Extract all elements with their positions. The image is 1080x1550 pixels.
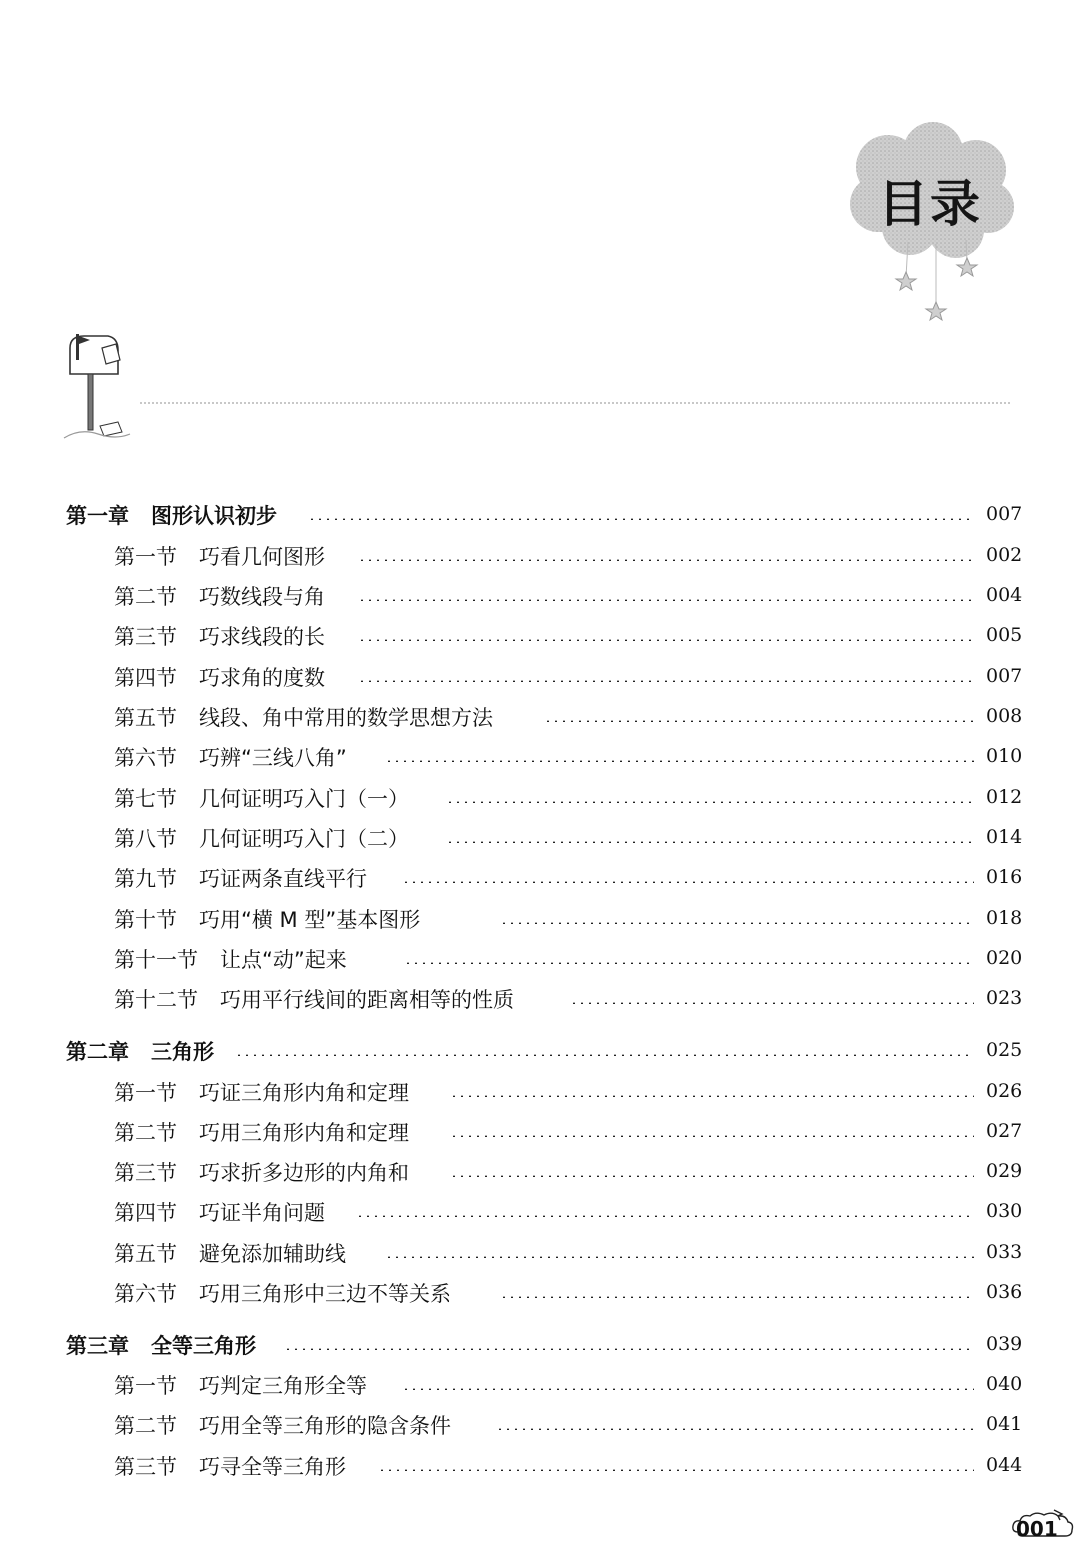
toc-chapter-row[interactable] <box>0 500 1080 534</box>
toc-entry-title: 巧求角的度数 <box>199 666 325 690</box>
toc-entry-title: 巧用“横 M 型”基本图形 <box>199 908 421 932</box>
toc-page-number: 010 <box>986 745 1023 767</box>
toc-entry-number: 第一节 <box>114 1081 177 1105</box>
toc-section-row[interactable] <box>0 1077 1080 1111</box>
toc-dot-leader <box>356 1215 974 1217</box>
toc-page-number: 033 <box>986 1241 1023 1263</box>
toc-page-number: 008 <box>986 705 1023 727</box>
toc-page-number: 018 <box>986 907 1023 929</box>
toc-entry-label <box>114 1410 451 1440</box>
toc-entry-number: 第十节 <box>114 908 177 932</box>
toc-entry-title: 三角形 <box>151 1040 214 1064</box>
toc-page-number: 007 <box>986 665 1023 687</box>
toc-dot-leader <box>544 720 974 722</box>
toc-dot-leader <box>235 1054 974 1056</box>
toc-entry-label <box>66 1330 256 1360</box>
toc-dot-leader <box>500 1296 974 1298</box>
toc-dot-leader <box>450 1175 974 1177</box>
toc-page-number: 014 <box>986 826 1023 848</box>
toc-dot-leader <box>450 1135 974 1137</box>
toc-entry-number: 第一节 <box>114 1374 177 1398</box>
toc-page-number: 016 <box>986 866 1023 888</box>
toc-page-number: 020 <box>986 947 1023 969</box>
toc-entry-number: 第七节 <box>114 787 177 811</box>
toc-entry-title: 巧求线段的长 <box>199 625 325 649</box>
toc-dot-leader <box>385 760 974 762</box>
toc-entry-label <box>114 1157 409 1187</box>
toc-dot-leader <box>358 680 974 682</box>
toc-section-row[interactable] <box>0 944 1080 978</box>
toc-section-row[interactable] <box>0 1451 1080 1485</box>
toc-entry-number: 第六节 <box>114 1282 177 1306</box>
toc-entry-title: 巧数线段与角 <box>199 585 325 609</box>
toc-section-row[interactable] <box>0 581 1080 615</box>
toc-entry-title: 线段、角中常用的数学思想方法 <box>199 706 493 730</box>
toc-entry-title: 巧辨“三线八角” <box>199 746 347 770</box>
toc-entry-number: 第一节 <box>114 545 177 569</box>
toc-dot-leader <box>496 1428 974 1430</box>
toc-entry-number: 第二节 <box>114 1121 177 1145</box>
toc-chapter-row[interactable] <box>0 1330 1080 1364</box>
toc-section-row[interactable] <box>0 984 1080 1018</box>
toc-dot-leader <box>284 1348 974 1350</box>
toc-entry-number: 第八节 <box>114 827 177 851</box>
toc-entry-label <box>114 904 420 934</box>
toc-section-row[interactable] <box>0 1278 1080 1312</box>
toc-entry-label <box>114 1370 367 1400</box>
toc-dot-leader <box>378 1469 974 1471</box>
toc-section-row[interactable] <box>0 662 1080 696</box>
toc-entry-number: 第三节 <box>114 1161 177 1185</box>
toc-dot-leader <box>385 1256 974 1258</box>
toc-section-row[interactable] <box>0 863 1080 897</box>
toc-section-row[interactable] <box>0 742 1080 776</box>
toc-entry-number: 第六节 <box>114 746 177 770</box>
toc-dot-leader <box>402 881 974 883</box>
toc-entry-number: 第三节 <box>114 1455 177 1479</box>
toc-entry-title: 巧用三角形中三边不等关系 <box>199 1282 451 1306</box>
toc-entry-number: 第三节 <box>114 625 177 649</box>
toc-section-row[interactable] <box>0 1238 1080 1272</box>
toc-entry-label <box>114 783 409 813</box>
toc-entry-title: 巧判定三角形全等 <box>199 1374 367 1398</box>
toc-entry-label <box>114 742 347 772</box>
toc-section-row[interactable] <box>0 823 1080 857</box>
toc-entry-number: 第十二节 <box>114 988 198 1012</box>
toc-entry-label <box>114 662 325 692</box>
toc-dot-leader <box>500 922 974 924</box>
toc-entry-number: 第九节 <box>114 867 177 891</box>
page-title: 目录 <box>878 175 982 233</box>
toc-section-row[interactable] <box>0 1117 1080 1151</box>
toc-entry-number: 第一章 <box>66 504 129 528</box>
toc-dot-leader <box>358 639 974 641</box>
toc-section-row[interactable] <box>0 1197 1080 1231</box>
toc-entry-label <box>114 702 493 732</box>
toc-entry-title: 几何证明巧入门（二） <box>199 827 409 851</box>
toc-entry-number: 第四节 <box>114 666 177 690</box>
toc-page-number: 002 <box>986 544 1023 566</box>
mailbox-icon <box>60 330 140 450</box>
toc-entry-number: 第二节 <box>114 585 177 609</box>
toc-dot-leader <box>402 1388 974 1390</box>
toc-page-number: 030 <box>986 1200 1023 1222</box>
page-number: 001 <box>1016 1517 1058 1541</box>
toc-entry-label <box>66 1036 214 1066</box>
toc-dot-leader <box>450 1095 974 1097</box>
toc-entry-number: 第四节 <box>114 1201 177 1225</box>
toc-entry-title: 巧用全等三角形的隐含条件 <box>199 1414 451 1438</box>
toc-entry-label <box>114 1197 325 1227</box>
toc-entry-number: 第三章 <box>66 1334 129 1358</box>
toc-entry-title: 巧寻全等三角形 <box>199 1455 346 1479</box>
toc-entry-title: 全等三角形 <box>151 1334 256 1358</box>
toc-entry-label <box>114 863 367 893</box>
toc-section-row[interactable] <box>0 904 1080 938</box>
toc-entry-label <box>114 984 514 1014</box>
toc-entry-title: 图形认识初步 <box>151 504 277 528</box>
toc-entry-label <box>114 1451 346 1481</box>
toc-dot-leader <box>404 962 974 964</box>
toc-entry-title: 巧证两条直线平行 <box>199 867 367 891</box>
toc-page-number: 040 <box>986 1373 1023 1395</box>
toc-entry-title: 巧证三角形内角和定理 <box>199 1081 409 1105</box>
toc-entry-number: 第二章 <box>66 1040 129 1064</box>
toc-dot-leader <box>358 559 974 561</box>
toc-entry-title: 几何证明巧入门（一） <box>199 787 409 811</box>
toc-section-row[interactable] <box>0 1410 1080 1444</box>
toc-page-number: 023 <box>986 987 1023 1009</box>
toc-section-row[interactable] <box>0 702 1080 736</box>
toc-entry-label <box>114 944 347 974</box>
toc-dot-leader <box>446 801 974 803</box>
toc-entry-number: 第二节 <box>114 1414 177 1438</box>
toc-section-row[interactable] <box>0 541 1080 575</box>
toc-section-row[interactable] <box>0 621 1080 655</box>
toc-entry-label <box>114 581 325 611</box>
toc-entry-number: 第五节 <box>114 706 177 730</box>
toc-page-number: 025 <box>986 1039 1023 1061</box>
toc-dot-leader <box>446 841 974 843</box>
toc-page-number: 036 <box>986 1281 1023 1303</box>
toc-entry-label <box>114 1117 409 1147</box>
toc-section-row[interactable] <box>0 1370 1080 1404</box>
toc-entry-label <box>114 1238 346 1268</box>
toc-chapter-row[interactable] <box>0 1036 1080 1070</box>
toc-entry-label <box>114 1278 451 1308</box>
toc-page-number: 007 <box>986 503 1023 525</box>
toc-page-number: 039 <box>986 1333 1023 1355</box>
toc-entry-title: 让点“动”起来 <box>220 948 347 972</box>
toc-entry-title: 巧用三角形内角和定理 <box>199 1121 409 1145</box>
toc-entry-label <box>114 823 409 853</box>
toc-page-number: 044 <box>986 1454 1023 1476</box>
toc-dot-leader <box>308 518 974 520</box>
toc-dot-leader <box>570 1002 974 1004</box>
toc-page-number: 029 <box>986 1160 1023 1182</box>
toc-entry-number: 第五节 <box>114 1242 177 1266</box>
toc-page-number: 027 <box>986 1120 1023 1142</box>
toc-dot-leader <box>358 599 974 601</box>
toc-section-row[interactable] <box>0 1157 1080 1191</box>
toc-page-number: 005 <box>986 624 1023 646</box>
toc-entry-title: 巧看几何图形 <box>199 545 325 569</box>
header-divider <box>140 402 1010 404</box>
toc-entry-label <box>114 541 325 571</box>
toc-entry-title: 巧证半角问题 <box>199 1201 325 1225</box>
toc-entry-label <box>114 1077 409 1107</box>
toc-entry-title: 避免添加辅助线 <box>199 1242 346 1266</box>
toc-page-number: 004 <box>986 584 1023 606</box>
toc-page-number: 026 <box>986 1080 1023 1102</box>
toc-page-number: 041 <box>986 1413 1023 1435</box>
toc-entry-label <box>66 500 277 530</box>
toc-page-number: 012 <box>986 786 1023 808</box>
toc-entry-title: 巧求折多边形的内角和 <box>199 1161 409 1185</box>
toc-entry-title: 巧用平行线间的距离相等的性质 <box>220 988 514 1012</box>
toc-entry-label <box>114 621 325 651</box>
toc-entry-number: 第十一节 <box>114 948 198 972</box>
toc-section-row[interactable] <box>0 783 1080 817</box>
